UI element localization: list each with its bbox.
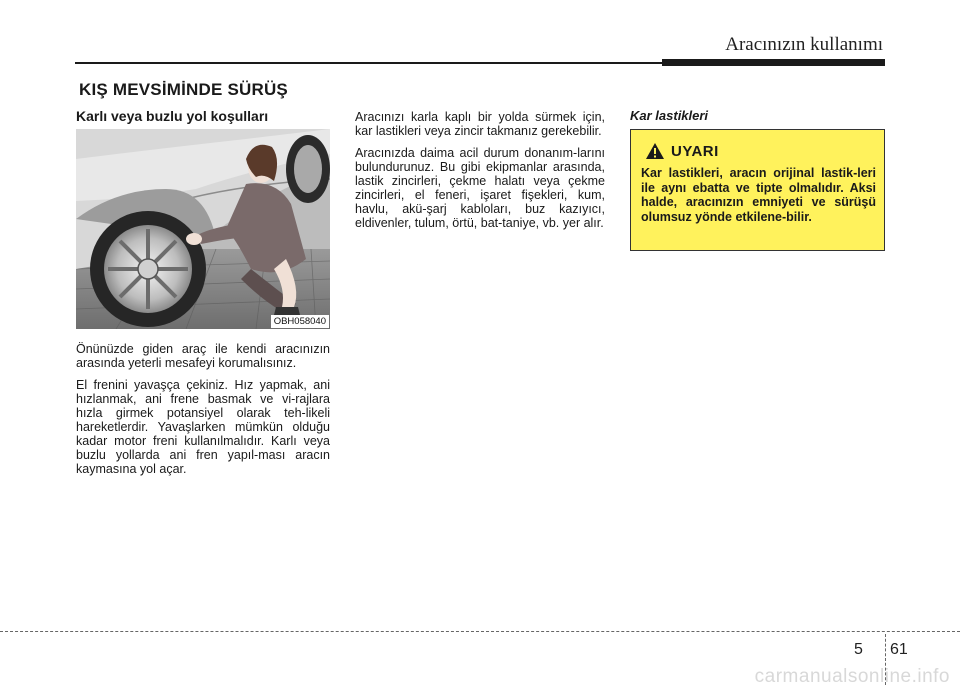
warning-title: UYARI	[671, 142, 719, 160]
page-number: 61	[890, 641, 908, 658]
warning-header	[645, 140, 876, 162]
figure-code: OBH058040	[271, 315, 329, 328]
winter-tire-illustration	[76, 129, 330, 329]
warning-triangle-icon	[645, 142, 665, 160]
chapter-number: 5	[854, 641, 863, 658]
illustration-drawing	[76, 129, 330, 329]
section-title: KIŞ MEVSİMİNDE SÜRÜŞ	[79, 80, 288, 99]
paragraph: Aracınızı karla kaplı bir yolda sürmek için, kar lastikleri veya zincir takmanız gerekebilir.	[355, 110, 605, 138]
paragraph: Aracınızda daima acil durum donanım-larını bulundurunuz. Bu gibi ekipmanlar arasında, lastik zincirleri, çekme halatı veya çekme zincirleri, el feneri, işaret fişekleri, kum, havlu, akü-şarj kabloları, buz kazıyıcı, eldivenler, tulum, örtü, bat-taniye, vb. yer alır.	[355, 146, 605, 230]
column-1	[76, 342, 330, 484]
paragraph: Önünüzde giden araç ile kendi aracınızın arasında yeterli mesafeyi korumalısınız.	[76, 342, 330, 370]
snow-tires-heading: Kar lastikleri	[630, 108, 709, 123]
watermark: carmanualsonline.info	[754, 666, 950, 687]
header-rule	[75, 62, 662, 64]
footer-rule	[0, 631, 960, 632]
header-bar	[662, 59, 885, 66]
subheading: Karlı veya buzlu yol koşulları	[76, 108, 269, 124]
warning-box	[630, 129, 885, 251]
warning-text: Kar lastikleri, aracın orijinal lastik-leri ile aynı ebatta ve tipte olmalıdır. Aksi halde, aracınızın emniyeti ve sürüşü olumsuz yönde etkilene-bilir.	[641, 166, 876, 224]
column-2	[355, 110, 605, 238]
chapter-title: Aracınızın kullanımı	[725, 34, 883, 55]
paragraph: El frenini yavaşça çekiniz. Hız yapmak, ani hızlanmak, ani frene basmak ve vi-rajlara hızla girmek potansiyel olarak teh-likeli hareketlerdir. Yavaşlarken mümkün olduğu kadar motor freni kullanılmalıdır. Karlı veya buzlu yollarda ani fren yapıl-ması aracın kaymasına yol açar.	[76, 378, 330, 476]
